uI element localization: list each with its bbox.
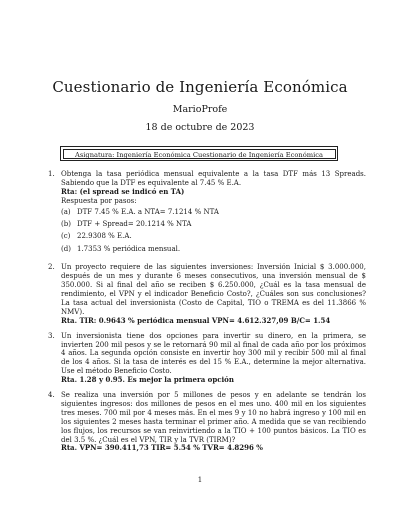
step-item <box>61 232 366 241</box>
step-label: (b) <box>61 220 71 229</box>
problem-4 <box>48 391 366 453</box>
problem-extra: Respuesta por pasos: <box>61 196 137 205</box>
step-item <box>61 220 366 229</box>
problem-answer: Rta. VPN= 390.411,73 TIR= 5.54 % TVR= 4.8296 % <box>61 443 263 453</box>
step-label: (d) <box>61 244 71 253</box>
subject-label: Asignatura: Ingeniería Económica Cuestionario de Ingeniería Económica <box>63 149 336 159</box>
step-label: (c) <box>61 232 71 241</box>
problem-1 <box>48 170 366 257</box>
step-item <box>61 208 366 217</box>
problem-answer: Rta. TIR: 0.9643 % periódica mensual VPN= 4.612.327,09 B/C= 1.54 <box>61 315 331 325</box>
problem-text: Un inversionista tiene dos opciones para invertir su dinero, en la primera, se invierten 200 mil pesos y se le retornará 90 mil al final de cada año por los próximos 4 años. La segunda opción consiste en invertir hoy 300 mil y recibir 500 mil al final de los 4 años. Si la tasa de interés es del 15 % E.A., determine la mejor alternativa. Use el método Beneficio Costo. <box>61 331 366 376</box>
step-text: DTF 7.45 % E.A. a NTA= 7.1214 % NTA <box>77 207 219 216</box>
step-item <box>61 245 366 254</box>
step-text: 22.9308 % E.A. <box>77 232 132 241</box>
problem-2 <box>48 263 366 325</box>
problem-3 <box>48 332 366 385</box>
subject-box <box>60 146 338 161</box>
problem-text: Obtenga la tasa periódica mensual equivalente a la tasa DTF más 13 Spreads. Sabiendo que la DTF es equivalente al 7.45 % E.A. <box>61 170 366 187</box>
problem-text: Un proyecto requiere de las siguientes inversiones: Inversión Inicial $ 3.000.000, después de un mes y durante 6 meses consecutivos, una inversión mensual de $ 350.000. Si al final del año se reciben $ 6.250.000, ¿Cuál es la tasa mensual de rendimiento, el VPN y el indicador Beneficio Costo?, ¿Cuáles son sus conclusiones? La tasa actual del inversionista (Costo de Capital, TIO o TREMA es del 11.3866 % NMV). <box>61 263 366 316</box>
step-text: 1.7353 % periódica mensual. <box>77 244 181 253</box>
document-title: Cuestionario de Ingeniería Económica <box>52 78 348 96</box>
problem-number: 4. <box>48 391 55 400</box>
problem-answer: Rta: (el spread se indicó en TA) <box>61 186 185 196</box>
problem-text: Se realiza una inversión por 5 millones de pesos y en adelante se tendrán los siguientes ingresos: dos millones de pesos en el mes uno. 400 mil en los siguientes tres meses. 700 mil por 4 meses más. En el mes 9 y 10 no habrá ingreso y 100 mil en los siguientes 2 meses hasta terminar el primer año. A medida que se van recibiendo los flujos, los recursos se van reinvirtiendo a la TIO + 100 puntos básicos. La TIO es del 3.5 %. ¿Cuál es el VPN, TIR y la TVR (TIRM)? <box>61 391 366 444</box>
problem-number: 1. <box>48 170 55 178</box>
problem-number: 3. <box>48 331 55 340</box>
problem-answer: Rta. 1.28 y 0.95. Es mejor la primera opción <box>61 375 234 385</box>
page-number: 1 <box>197 476 203 484</box>
step-text: DTF + Spread= 20.1214 % NTA <box>77 220 192 229</box>
step-list <box>61 208 366 254</box>
document-date: 18 de octubre de 2023 <box>145 122 255 133</box>
document-author: MarioProfe <box>172 104 228 115</box>
problem-list <box>48 170 366 459</box>
step-label: (a) <box>61 207 71 216</box>
problem-number: 2. <box>48 263 55 272</box>
